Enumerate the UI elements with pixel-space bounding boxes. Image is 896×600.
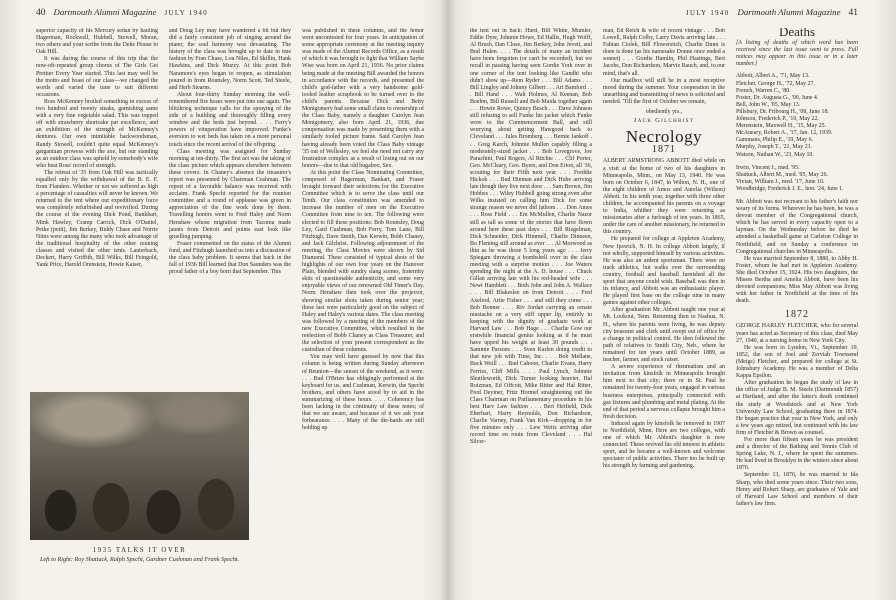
death-list-item: Pillsbury, Dr. Fribourg H., '08, June 18. — [736, 108, 829, 115]
class-year-heading: 1872 — [785, 309, 809, 321]
paragraph: ALBERT ARMSTRONG ABBOTT died while on a visit at the home of two of his daughters in Minneapolis, Minn., on May 13, 1940. He was born on October 6, 1847, in Wilton, N. H., one of the eight children of Amos and Aurelia (Wilson) Abbott. In his tenth year, together with three other children, he accompanied his parents on a voyage to India, whither they were returning as missionaries after a furlough of ten years. In 1865, under the care of another missionary, he returned to this country. — [603, 158, 725, 236]
left-page-header — [36, 7, 208, 18]
paragraph: He prepared for college at Appleton Academy, New Ipswich, N. H. In college Abbott largely, if not wholly, supported himself by various activities. He was also an ardent sportsman. There were no track athletics, but walks over the surrounding country, football and baseball furnished all the sport that anyone could wish. Baseball was then in its infancy, and Abbott was an enthusiastic player. He played first base on the college nine in many games against other colleges. — [603, 236, 725, 307]
death-list-item: Irwin, Vincent J., med. '95. — [736, 164, 800, 171]
death-list-item: Gammans, Philip E., '19, May 6. — [736, 137, 813, 144]
reunion-photo — [30, 392, 249, 540]
paragraph: Fraser commented on the status of the Alumni fund, and Fitzhugh launched us into a discussion of the class baby problem. It seems that back in the fall of 1936 Bill learned that Don Saunders was the proud father of a boy born that September. This — [169, 240, 291, 276]
paragraph: Induced again by kinsfolk he removed in 1907 to Northfield, Minn. Here are two colleges, with one of which Mr. Abbott's daughter is now connected. These revived his old interest in athletic sport, and he became a well-known and welcome spectator of public activities. There too he built up his strength by farming and gardening. — [603, 420, 725, 470]
death-list-item: Bell, John W., '05, May 13. — [736, 101, 801, 108]
paragraph: Our mailbox will still be in a most receptive mood during the summer. Your cooperation in the unearthing and transmitting of news is solicited and needed. 'Till the first of October we remain, — [603, 77, 725, 105]
paragraph: After graduation Mr. Abbott taught one year at Mt. Lookout, Tenn. Returning then to Nashua, N. H., where his parents were living, he was deputy city treasurer and clerk until swept out of office by a change in political control. He then followed the path of relatives to Smith City, Neb., where he remained for ten years until October 1889, as teacher, farmer, and stock raiser. — [603, 307, 725, 364]
photo-block — [30, 392, 249, 563]
text-column — [302, 28, 424, 586]
paragraph: was published in these columns, and the honor went uncontested for four years. In anticipation of some appropriate ceremony at the meeting inquiry was made of the Alumni Records Office, as a result of which it was brought to light that William Saybe Wise was born on April 21, 1936. No prior claims being made at the meeting Bill awarded the honors in accordance with the records, and presented the child's god-father with a very handsome gold-tooled leather scrapbook to be turned over to the child's parents. Because Dick and Betty Montgomery had some small claim to ownership of the Class Baby, namely a daughter Carolyn Jean Montgomery, also born April 21, 1936, due compensation was made by presenting them with a similarly tooled picture frame. Said Carolyn Jean having already been voted the Class Baby vintage '35 out of Wellesley, we feel she need not carry any frustration complex as a result of losing out on our honors—due to that old bugaboo, Sex. — [302, 28, 424, 169]
signoff-closing: obediently yrs., — [645, 109, 683, 116]
paragraph: Mr. Abbott was not recreant to his father's faith nor weary of its forms. Wherever he has been, he was a devout member of the Congregational church, which he has served in every capacity open to a layman. On the Wednesday before he died he attended a basketball game at Carleton College in Northfield, and on Sunday a conference on Congregational churches in Minneapolis. — [736, 198, 858, 255]
paragraph: After graduation he began the study of law in the office of Judge B. M. Steele (Dartmouth 1857) at Hartland, and after the latter's death continued the study at Woodstock and at New York University Law School, graduating there in 1874. He began practice that year in New York, and only a few years ago retired, but continued with his law firm of Fletcher & Brown as counsel. — [736, 380, 858, 436]
death-list-item: Merenstein, Maxwell H., '15, May 25. — [736, 123, 827, 130]
issue-date: JULY 1940 — [685, 10, 730, 17]
page-number: 41 — [848, 8, 858, 18]
text-column — [736, 28, 858, 586]
paragraph: Ross McKenney broiled something in excess of two hundred and twenty steaks, garnishing same with a very fine vegetable salad. This was topped off with strawberry shortcake par excellence, and an exhibition of the strength of McKenney's dentures. Our own inimitable backwoodsman, Randy Stowell, couldn't quite equal McKenney's gargantuan prowess with the axe, but our standing as an outdoor class was upheld by somebody's wife who beat Ross' record of strength. — [36, 98, 158, 169]
death-list-item: Murphy, Joseph T., '21, May 21. — [736, 144, 813, 151]
paragraph: For more than fifteen years he was president and a director of the Bathing and Tennis Club of Spring Lake, N. J., where he spent the summers. He had lived in Brooklyn in the winters since about 1876. — [736, 436, 858, 472]
paragraph: man, Ed Reich & wife of recent vintage . . . Bob Lowell, Ralph Colby, Larry Davis arriving late . . . Fabian Ciolek, Bill Flowersitch, Charlie Dunn is done is done (as his namesake Donne once ended a sonnet) . . . Gordie Hamlin, Phil Hastings, Bert Jacobs, Don Richardson, Marvie Rauch, and, to our mind, that's all. — [603, 28, 725, 77]
death-list-item: French, Warren C., '80. — [736, 87, 791, 94]
deaths-note: [A listing of deaths of which word has been received since the last issue went to press. Full notices may appear in this issue or in a later number.] — [736, 40, 858, 68]
signoff-signature: Jack Gilchrist — [633, 117, 695, 125]
paragraph: and Doug Ley may have wandered a bit but they did a fairly consistent job of singing around the piano; the soul harmony was devastating. The history of the class was brought up to date in true fashion by Fran Chase, Lou Niles, Ed Skillin, Hank Hawkins, and Dick Muzzy. At this point Bob Naramore's eyes began to reopen, as stimulation poured in from Rounsley, Norm Scott, Ted Steele, and Herb Stearns. — [169, 28, 291, 91]
death-list-item: Shattuck, Albert M., med. '95, May 26. — [736, 171, 829, 178]
magazine-title: Dartmouth Alumni Magazine — [53, 7, 157, 17]
death-list-item: Woodbridge, Frederick J. E., hon. '24, June 1. — [736, 185, 844, 192]
death-list-item: McAneary, Robert A., '17, Jan. 12, 1939. — [736, 130, 833, 137]
photo-caption-names: Left to Right: Roy Shattuck, Ralph Specht, Gardner Cushman and Frank Specht. — [39, 556, 240, 563]
death-list-item: Abbott, Albert A., '71, May 13. — [736, 73, 810, 80]
paragraph: He was born in Lyndon, Vt., September 19, 1852, the son of Joel and Zerviah Townsend (Meigs) Fletcher, and prepared for college at St. Johnsbury Academy. He was a member of Delta Kappa Epsilon. — [736, 344, 858, 380]
class-year-heading: 1871 — [652, 144, 676, 156]
photo-caption-title: 1935 TALKS IT OVER — [92, 547, 187, 554]
signoff — [603, 109, 725, 124]
text-column — [169, 28, 291, 390]
paragraph: About four-thirty Sunday morning the well-remembered fire hoses were put into use again. The blitzkrieg technique calls for the spraying of the side of a building and thoroughly filling every window and the beds just beyond. . . . Ferry's powers of vituperation have improved. Funke's aversion to wet beds has taken on a more personal touch since the recent arrival of the offspring. — [169, 91, 291, 148]
paragraph: You may well have guessed by now that this column is being written during Sunday afternoon of Reunion—the sunset of the weekend, as it were. . . . Bud O'Brien has obligingly performed at the keyboard for us, and Cushman, Kerwin, the Specht brothers, and others have stood by to aid in the summarizing of these hours. . . . Coherency has been lacking in the continuity of these notes; of that we are aware, and because of it we ask your forbearance. . . . Many of the die-hards are still holding up — [302, 354, 424, 432]
magazine-title: Dartmouth Alumni Magazine — [737, 7, 841, 17]
death-list-item: Johnson, Frederick P., '10, May 22. — [736, 116, 819, 123]
death-list — [736, 73, 858, 158]
paragraph: It was during the course of this trip that the now-oft-repeated group chorus of The Girls Get Prettier Every Year started. This last may well be the motto and boast of our class—we changed the words and varied the tune to suit different occasions. — [36, 56, 158, 98]
paragraph: GEORGE HARLEY FLETCHER, who for several years has acted as Secretary of this class, died May 27, 1940, at a nursing home in New York City. — [736, 323, 858, 344]
death-list-item: Fletcher, George H., '72, May 27. — [736, 80, 815, 87]
text-column — [603, 28, 725, 586]
text-column — [36, 28, 158, 390]
photo-caption — [30, 547, 249, 563]
right-page-header — [686, 7, 858, 18]
page-number: 40 — [36, 8, 46, 18]
text-column — [470, 28, 592, 586]
paragraph: At this point the Class Nominating Committee, composed of Hagerman, Bankart, and Fraser brought forward their selections for the Executive Committee which is to serve the class until our Tenth. Our class constitution was amended to increase the number of men on the Executive Committee from nine to ten. The following were elected to fill these positions: Bob Rounsley, Doug Ley, Gard Cushman, Bob Ferry, Tom Lane, Bill Fitzhugh, Dave Smith, Dan Kerwin, Bobb Chaney, and Jack Gilchrist. Following adjournment of the meeting, the Class Movies were shown by Sid Diamond. These consisted of typical shots of the highlights of our own four years on the Hanover Plain, blended with sundry slang scenes, fraternity skits of questionable authenticity, and some very enjoyable views of our renowned Old Timer's Day. Norm Henshaw then took over the projector, showing similar shots taken during senior year; these last were particularly good on the subject of Haley and Haley's various dates. The class meeting was followed by a meeting of the members of the new Executive Committee, which resulted in the reelection of Bobb Chaney as Class Treasurer, and the selection of your present correspondent as the custodian of these columns. — [302, 169, 424, 354]
paragraph: A severe experience of rheumatism and an invitation from kinsfolk in Minneapolis brought him next to that city; there or in St. Paul he remained for twenty-four years, engaged in various business enterprises, principally connected with gas fixtures and plumbing and metal plating. At the end of that period a nervous collapse brought him a fresh decision. — [603, 364, 725, 420]
paragraph: superior capacity of his Mercury sedan by hauling Hagerman, Rockwell, Hubbell, Stowell, Moran, two others and your scribe from the Deke House to Oak Hill. — [36, 28, 158, 56]
paragraph: Class meeting was assigned for Sunday morning at ten-thirty. The first act was the taking of the class picture which appears elsewhere between these covers. In Chaney's absence the treasurer's report was presented by Chairman Cushman. The report of a favorable balance was received with acclaim. Frank Specht reported for the reunion committee and a round of applause was given in appreciation of the fine work done by them. Travelling honors went to Fred Haley and Norm Henshaw whose migration from Tacoma made jaunts from Detroit and points east look like gruelling jumping. — [169, 148, 291, 240]
paragraph: The retreat of '35 from Oak Hill was tactically equalled only by the withdrawal of the B. E. F. from Flanders. Whether or not we suffered as high a percentage of casualties will never be known. We returned to the tent where our expeditionary force was completely refurbished and revivified. During the course of the evening Dick Pond, Bankhart, Mink Hawley, Cramp Carrick, Dick O'Daniel, Petke (petit), Jim Berkey, Biddy Chase and Norrie Nims were among the many who took advantage of the traditional hospitality of the other reuning classes and visited the other tents. Lauterbach, Deckert, Harry Griffith, Bill Wilks, Bill Feingold, Yank Price, Harold Orenstein, Howie Kaiser, — [36, 169, 158, 269]
page-right — [448, 0, 896, 600]
necrology-heading: Necrology — [625, 127, 703, 147]
death-list-item: Vivian, William J., med. '17, June 10. — [736, 178, 825, 185]
paragraph: He was married September 8, 1880, to Abby H. Foster, whom he had met in Appleton Academy. She died October 15, 1924. His two daughters, the Misses Bertha and Amelia Abbott, have been his devoted companions; Miss May Abbott was living with her father in Northfield at the time of his death. — [736, 255, 858, 305]
death-list-item: Foster, Dr. Augusta G., '00, June 4. — [736, 94, 819, 101]
paragraph: the tent out in back: Hurd, Bill White, Mumler, Eddie Dyer, Johnnie Howe, Ed Hallis, Hugh Wolff, Al Brush, Dan Close, Jim Berkey, John Jevett, and Bud Hulen. . . . The details of many an incident have been forgotten (or can't be recorded), but we recall in passing having seen Gordie York over in one corner of the tent looking like Gandhi who didn't show up—Rem Ryder . . . Bill Adams . . . Bill Lingley and Johnny Gilbert . . . Art Bamford . . . Bill Hand . . . Walt Holmes, Al Keenan, Bob Boehm, Bill Russell and Bob Maida together again . . . Howie Rowe, Quincy Besch . . . Dave Johnson still refusing to sell Funke his jacket which Funke wore to the Commencement Ball, and still worrying about getting Hawgood back to Cleveland . . . Jules Bromberg . . . Bernie Jankoff . . . Greg Karch, Johnnie Mullen capably filling a moderately-sized jacket . . . Bob Lovegrove, Joe Parachini, Paul Rogers, Al Ritchie . . . Clif Porter, Geo. McCleary, Geo. Byers, and Don Erion, all '36, scouting for their Fifth next year . . . Freddie Hickok . . . Bud Hinman and Dick Hube arriving late though they live next door . . . Sam Brown, Jim Hobbes . . . Wiley Hubbell going strong even after Wilks insisted on calling him Dick for some strange reason we never did fathom . . . Don Ames . . . Ross Field . . . Em McMullen, Charlie Nazor still as tall as some of the stories that have flown around here these past days . . . Bill Riegelman, Dick Schneider, Dick Himmell, Charlie Dinneen, Bo Fleming still around as ever . . . Al Morwood as thin as he was those 5 long years ago . . . Jerry Spiegam throwing a bombshell over in the class meeting with a surprise motion . . . Joe Waters spending the night at the A. D. house . . . Chuck Gillan arriving late with his red-headed wife . . . Newt Hamblett . . . Both John and John A. Wallace . . . Bill Blakeslee on from Detroit . . . Fred Axelrod, Artie Fisher . . . and still they come . . . Bob Bonner . . . Riv Jordan carrying an ornate mustache on a very stiff upper lip, entirely in keeping with the dignity of graduate work at Harvard Law . . . Bob Hage . . . Charlie Gow our erstwhile financial genius looking as if he must have upped his weight at least 30 pounds . . . Sammie Parsons . . . Sven Karlen doing credit to that new job with Time, Inc. . . . Bob Mellane, Buck Weill . . . Bud Cahoon, Charlie Evans, Harry Ferries, Cliff Mills . . . Paul Lynch, Johnnie Shuttleworth, Dick Turner looking heavier, Hal Roizman, Ed Offcott, Mike Ritter and Hal Ritter, Fred Deyiner, Fritz Hormel straightening out the Class Chairman on Parliamentary procedure in his best Harv Law fashion . . . Bert Hetfield, Dick Eberhart, Harry Reynolds, Don Richardson, Charlie Varney, Frank Van Kirk—dropping in for five minutes only . . . Lew Weitz arriving after record time en route from Cleveland . . . Hal Silver- — [470, 28, 592, 446]
issue-date: JULY 1940 — [164, 10, 209, 17]
death-list — [736, 165, 858, 193]
deaths-heading: Deaths — [778, 28, 816, 39]
paragraph: September 13, 1876, he was married to Ida Sharp, who died some years since. Their two sons, Henry and Robert Sharp, are graduates of Yale and of Harvard Law School and members of their father's law firm. — [736, 472, 858, 507]
death-list-item: Watson, Nathan W., '23, May 10. — [736, 151, 814, 158]
